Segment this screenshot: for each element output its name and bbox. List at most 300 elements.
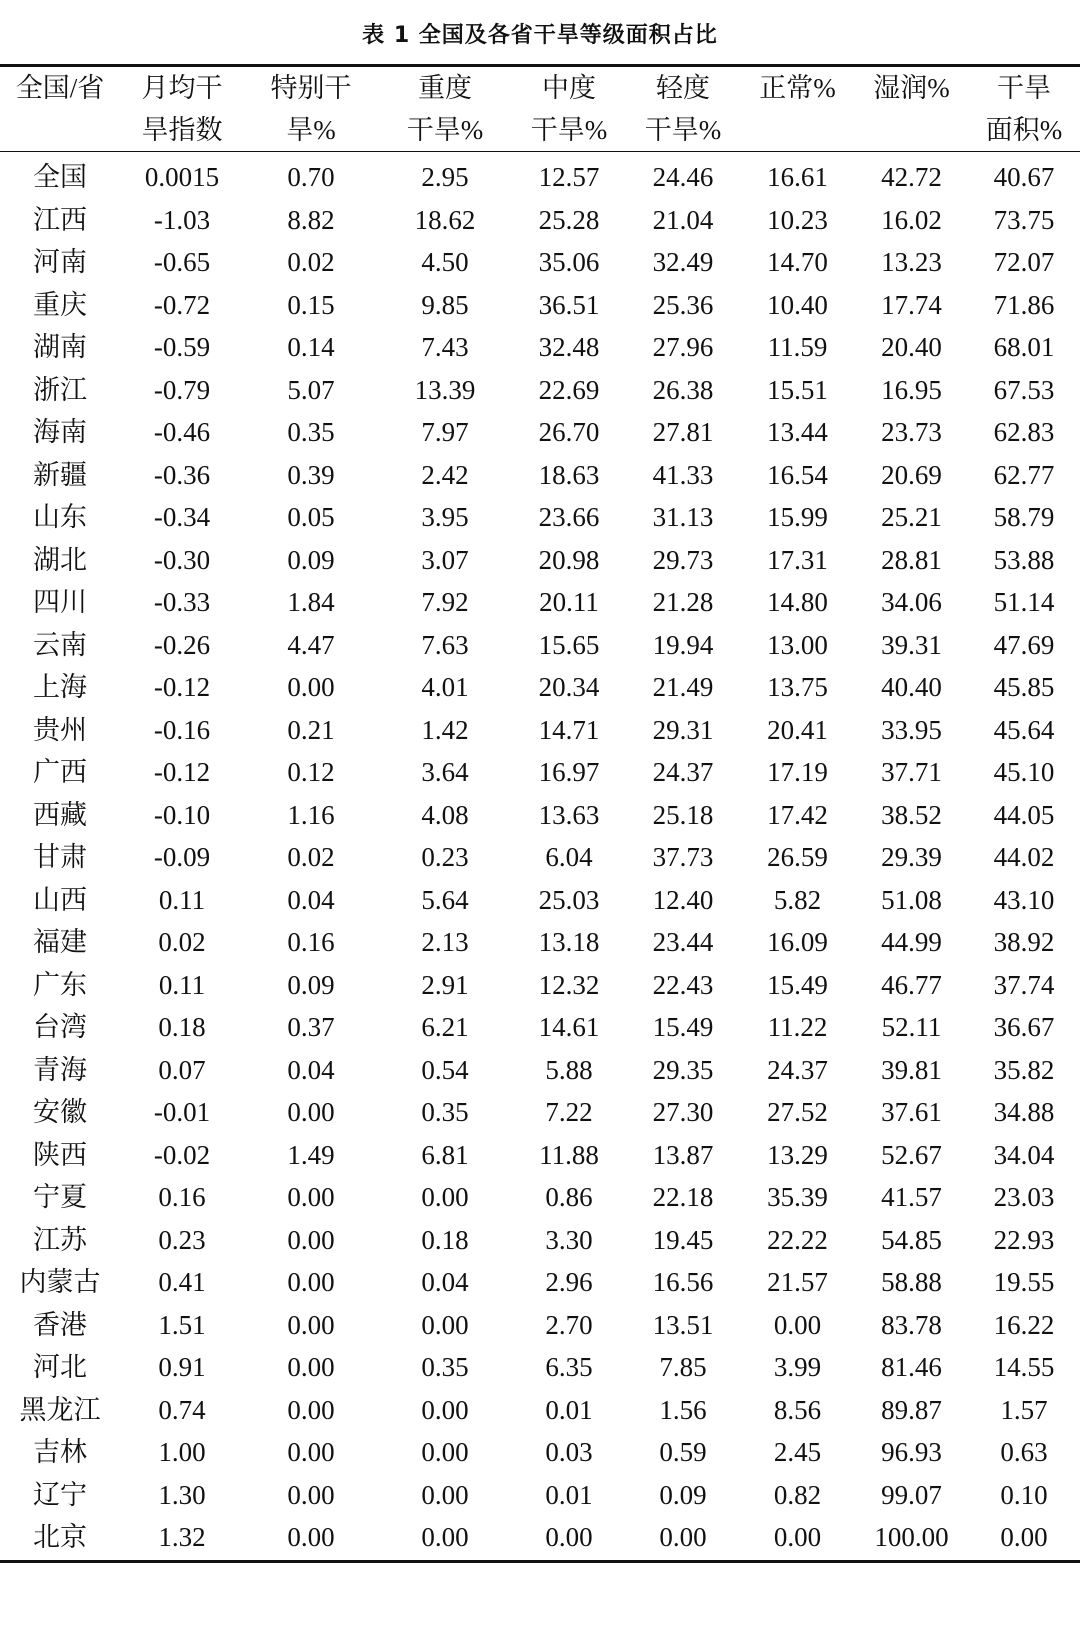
severe-drought-cell: 2.13	[421, 927, 469, 957]
drought-area-cell: 34.04	[993, 1139, 1055, 1170]
normal-cell: 3.99	[773, 1352, 822, 1382]
mild-drought-cell: 29.73	[652, 544, 714, 575]
severe-drought-cell: 7.97	[421, 417, 469, 447]
drought-index-cell: 0.41	[158, 1267, 206, 1297]
normal-cell: 15.49	[767, 969, 828, 1000]
mild-drought-cell: 13.87	[652, 1139, 714, 1170]
normal-cell: 15.99	[767, 502, 828, 532]
extreme-drought-cell: 0.05	[287, 502, 335, 532]
extreme-drought-cell: 0.00	[287, 1224, 335, 1255]
table-row	[0, 1006, 1080, 1049]
drought-index-cell: -0.36	[153, 459, 211, 490]
humid-cell: 20.40	[881, 332, 942, 362]
severe-drought-cell: 0.00	[421, 1182, 469, 1212]
normal-cell: 16.09	[767, 927, 828, 957]
drought-area-cell: 0.00	[1000, 1522, 1048, 1552]
moderate-drought-cell: 6.35	[545, 1352, 593, 1382]
header-mild-drought: 轻度	[656, 73, 710, 103]
moderate-drought-cell: 35.06	[538, 247, 600, 277]
humid-cell: 16.02	[881, 204, 942, 235]
drought-area-cell: 67.53	[993, 374, 1055, 405]
moderate-drought-cell: 12.57	[538, 162, 600, 192]
drought-area-cell: 68.01	[993, 332, 1055, 362]
mild-drought-cell: 29.35	[652, 1054, 714, 1085]
region-cell: 海南	[33, 417, 87, 447]
humid-cell: 81.46	[881, 1352, 942, 1382]
mild-drought-cell: 0.59	[659, 1437, 707, 1467]
severe-drought-cell: 4.50	[421, 247, 469, 277]
severe-drought-cell: 0.00	[421, 1309, 469, 1340]
region-cell: 福建	[33, 927, 87, 957]
region-cell: 内蒙古	[19, 1267, 101, 1297]
table-row	[0, 284, 1080, 327]
normal-cell: 24.37	[767, 1054, 828, 1085]
region-cell: 全国	[33, 162, 87, 192]
drought-area-cell: 62.83	[993, 417, 1055, 447]
mild-drought-cell: 7.85	[659, 1352, 707, 1382]
moderate-drought-cell: 20.34	[538, 672, 600, 702]
normal-cell: 8.56	[773, 1394, 822, 1425]
severe-drought-cell: 3.07	[421, 544, 469, 575]
severe-drought-cell: 7.43	[421, 332, 469, 362]
region-cell: 安徽	[33, 1097, 87, 1127]
moderate-drought-cell: 0.01	[545, 1394, 593, 1425]
normal-cell: 17.42	[767, 799, 828, 830]
region-cell: 台湾	[33, 1012, 87, 1042]
extreme-drought-cell: 4.47	[287, 629, 335, 660]
drought-area-cell: 14.55	[993, 1352, 1055, 1382]
humid-cell: 99.07	[881, 1479, 942, 1510]
region-cell: 香港	[33, 1309, 87, 1340]
humid-cell: 33.95	[881, 714, 942, 745]
table-row	[0, 1134, 1080, 1177]
table-row	[0, 964, 1080, 1007]
drought-index-cell: -0.01	[153, 1097, 211, 1127]
normal-cell: 11.22	[767, 1012, 828, 1042]
normal-cell: 0.00	[773, 1522, 822, 1552]
table-row	[0, 1261, 1080, 1304]
mild-drought-cell: 25.18	[652, 799, 714, 830]
severe-drought-cell: 0.18	[421, 1224, 469, 1255]
mild-drought-cell: 29.31	[652, 714, 714, 745]
table-row	[0, 1304, 1080, 1347]
drought-area-cell: 72.07	[993, 247, 1055, 277]
mild-drought-cell: 16.56	[652, 1267, 714, 1297]
normal-cell: 17.19	[767, 757, 828, 787]
drought-index-cell: -0.72	[153, 289, 211, 320]
moderate-drought-cell: 25.03	[538, 884, 600, 915]
region-cell: 新疆	[33, 459, 87, 490]
humid-cell: 25.21	[881, 502, 942, 532]
table-row	[0, 241, 1080, 284]
drought-index-cell: 0.23	[158, 1224, 206, 1255]
mild-drought-cell: 19.94	[652, 629, 714, 660]
mild-drought-cell: 0.00	[659, 1522, 707, 1552]
drought-index-cell: -1.03	[153, 204, 211, 235]
region-cell: 吉林	[33, 1437, 87, 1467]
normal-cell: 5.82	[773, 884, 822, 915]
humid-cell: 52.67	[881, 1139, 942, 1170]
header-drought-area: 干旱	[997, 73, 1051, 103]
table-row	[0, 369, 1080, 412]
severe-drought-cell: 0.00	[421, 1479, 469, 1510]
table-row	[0, 326, 1080, 369]
drought-area-cell: 73.75	[993, 204, 1055, 235]
table-row	[0, 199, 1080, 242]
table-row	[0, 794, 1080, 837]
humid-cell: 51.08	[881, 884, 942, 915]
normal-cell: 16.54	[767, 459, 828, 490]
moderate-drought-cell: 15.65	[538, 629, 600, 660]
normal-cell: 0.82	[773, 1479, 822, 1510]
drought-area-cell: 16.22	[993, 1309, 1055, 1340]
mild-drought-cell: 13.51	[652, 1309, 714, 1340]
extreme-drought-cell: 0.00	[287, 1394, 335, 1425]
drought-index-cell: -0.09	[153, 842, 211, 872]
region-cell: 青海	[33, 1054, 87, 1085]
drought-area-cell: 1.57	[1000, 1394, 1048, 1425]
drought-index-cell: -0.12	[153, 757, 211, 787]
extreme-drought-cell: 8.82	[287, 204, 335, 235]
drought-index-cell: 1.32	[158, 1522, 206, 1552]
table-row	[0, 1176, 1080, 1219]
normal-cell: 35.39	[767, 1182, 828, 1212]
severe-drought-cell: 0.54	[421, 1054, 469, 1085]
moderate-drought-cell: 18.63	[538, 459, 600, 490]
header-region-line2	[0, 109, 120, 151]
table-row	[0, 1091, 1080, 1134]
drought-index-cell: -0.65	[153, 247, 211, 277]
severe-drought-cell: 9.85	[421, 289, 469, 320]
extreme-drought-cell: 0.00	[287, 1479, 335, 1510]
table-row	[0, 581, 1080, 624]
drought-index-cell: -0.46	[153, 417, 211, 447]
region-cell: 山东	[33, 502, 87, 532]
mild-drought-cell: 31.13	[652, 502, 714, 532]
extreme-drought-cell: 0.15	[287, 289, 335, 320]
normal-cell: 16.61	[767, 162, 828, 192]
drought-area-cell: 43.10	[993, 884, 1055, 915]
moderate-drought-cell: 0.00	[545, 1522, 593, 1552]
mild-drought-cell: 15.49	[652, 1012, 714, 1042]
extreme-drought-cell: 0.09	[287, 544, 335, 575]
mild-drought-cell: 19.45	[652, 1224, 714, 1255]
region-cell: 北京	[33, 1522, 87, 1552]
region-cell: 云南	[33, 629, 87, 660]
table-body	[0, 152, 1080, 1560]
humid-cell: 17.74	[881, 289, 942, 320]
table-row	[0, 1219, 1080, 1262]
moderate-drought-cell: 0.86	[545, 1182, 593, 1212]
mild-drought-cell: 24.46	[652, 162, 714, 192]
region-cell: 甘肃	[33, 842, 87, 872]
moderate-drought-cell: 2.96	[545, 1267, 593, 1297]
extreme-drought-cell: 0.00	[287, 1267, 335, 1297]
region-cell: 西藏	[33, 799, 87, 830]
moderate-drought-cell: 20.98	[538, 544, 600, 575]
humid-cell: 40.40	[881, 672, 942, 702]
drought-area-cell: 22.93	[993, 1224, 1055, 1255]
severe-drought-cell: 2.91	[421, 969, 469, 1000]
drought-index-cell: 1.30	[158, 1479, 206, 1510]
severe-drought-cell: 3.95	[421, 502, 469, 532]
severe-drought-cell: 0.00	[421, 1394, 469, 1425]
table-caption: 表 1 全国及各省干旱等级面积占比	[362, 23, 718, 48]
drought-area-cell: 0.63	[1000, 1437, 1048, 1467]
mild-drought-cell: 0.09	[659, 1479, 707, 1510]
mild-drought-cell: 23.44	[652, 927, 714, 957]
extreme-drought-cell: 1.49	[287, 1139, 335, 1170]
severe-drought-cell: 7.92	[421, 587, 469, 617]
region-cell: 湖南	[33, 332, 87, 362]
moderate-drought-cell: 23.66	[538, 502, 600, 532]
header-severe-drought-line2: 干旱%	[406, 115, 484, 145]
drought-index-cell: -0.30	[153, 544, 211, 575]
header-normal: 正常%	[759, 73, 836, 103]
header-mild-drought-line2: 干旱%	[644, 115, 722, 145]
normal-cell: 14.70	[767, 247, 828, 277]
extreme-drought-cell: 0.00	[287, 1352, 335, 1382]
mild-drought-cell: 27.30	[652, 1097, 714, 1127]
extreme-drought-cell: 0.39	[287, 459, 335, 490]
header-extreme-drought: 特别干	[270, 73, 352, 103]
moderate-drought-cell: 14.71	[538, 714, 600, 745]
humid-cell: 37.61	[881, 1097, 942, 1127]
header-drought-area-line2: 面积%	[985, 115, 1063, 145]
drought-area-cell: 23.03	[993, 1182, 1055, 1212]
region-cell: 湖北	[33, 544, 87, 575]
drought-area-cell: 40.67	[993, 162, 1055, 192]
drought-index-cell: -0.33	[153, 587, 211, 617]
drought-area-cell: 44.05	[993, 799, 1055, 830]
extreme-drought-cell: 1.16	[287, 799, 335, 830]
mild-drought-cell: 37.73	[652, 842, 714, 872]
drought-index-cell: -0.26	[153, 629, 211, 660]
humid-cell: 29.39	[881, 842, 942, 872]
drought-index-cell: 0.0015	[144, 162, 220, 192]
mild-drought-cell: 27.96	[652, 332, 714, 362]
drought-area-cell: 62.77	[993, 459, 1055, 490]
region-cell: 上海	[33, 672, 87, 702]
normal-cell: 13.75	[767, 672, 828, 702]
normal-cell: 26.59	[767, 842, 828, 872]
moderate-drought-cell: 32.48	[538, 332, 600, 362]
drought-index-cell: 0.74	[158, 1394, 206, 1425]
moderate-drought-cell: 11.88	[539, 1139, 599, 1170]
normal-cell: 10.23	[767, 204, 828, 235]
severe-drought-cell: 0.04	[421, 1267, 469, 1297]
normal-cell: 13.29	[767, 1139, 828, 1170]
extreme-drought-cell: 0.37	[287, 1012, 335, 1042]
drought-index-cell: -0.02	[153, 1139, 211, 1170]
extreme-drought-cell: 5.07	[287, 374, 335, 405]
normal-cell: 2.45	[773, 1437, 822, 1467]
table-row	[0, 836, 1080, 879]
drought-area-cell: 51.14	[993, 587, 1055, 617]
drought-index-cell: -0.34	[153, 502, 211, 532]
humid-cell: 34.06	[881, 587, 942, 617]
humid-cell: 52.11	[881, 1012, 942, 1042]
extreme-drought-cell: 0.00	[287, 1437, 335, 1467]
normal-cell: 13.44	[767, 417, 828, 447]
moderate-drought-cell: 0.03	[545, 1437, 593, 1467]
mild-drought-cell: 21.04	[652, 204, 714, 235]
header-humid: 湿润%	[873, 73, 950, 103]
mild-drought-cell: 1.56	[659, 1394, 707, 1425]
severe-drought-cell: 0.00	[421, 1522, 469, 1552]
region-cell: 浙江	[33, 374, 87, 405]
humid-cell: 44.99	[881, 927, 942, 957]
moderate-drought-cell: 25.28	[538, 204, 600, 235]
moderate-drought-cell: 5.88	[545, 1054, 593, 1085]
table-row	[0, 921, 1080, 964]
header-monthly-drought-index: 月均干	[141, 73, 223, 103]
drought-area-cell: 45.64	[993, 714, 1055, 745]
moderate-drought-cell: 2.70	[545, 1309, 593, 1340]
header-region: 全国/省	[15, 73, 105, 103]
extreme-drought-cell: 0.00	[287, 1097, 335, 1127]
drought-area-cell: 71.86	[993, 289, 1055, 320]
mild-drought-cell: 26.38	[652, 374, 714, 405]
drought-area-cell: 34.88	[993, 1097, 1055, 1127]
normal-cell: 20.41	[767, 714, 828, 745]
severe-drought-cell: 0.35	[421, 1097, 469, 1127]
mild-drought-cell: 21.49	[652, 672, 714, 702]
drought-index-cell: 0.16	[158, 1182, 206, 1212]
drought-area-cell: 45.85	[993, 672, 1055, 702]
moderate-drought-cell: 16.97	[538, 757, 600, 787]
severe-drought-cell: 4.01	[421, 672, 469, 702]
region-cell: 广东	[33, 969, 87, 1000]
region-cell: 宁夏	[33, 1182, 87, 1212]
region-cell: 四川	[33, 587, 87, 617]
normal-cell: 17.31	[767, 544, 828, 575]
region-cell: 江西	[33, 204, 87, 235]
moderate-drought-cell: 12.32	[538, 969, 600, 1000]
drought-area-cell: 0.10	[1000, 1479, 1048, 1510]
extreme-drought-cell: 0.00	[287, 1182, 335, 1212]
drought-area-cell: 44.02	[993, 842, 1055, 872]
mild-drought-cell: 32.49	[652, 247, 714, 277]
extreme-drought-cell: 0.14	[287, 332, 335, 362]
humid-cell: 46.77	[881, 969, 942, 1000]
humid-cell: 83.78	[881, 1309, 942, 1340]
moderate-drought-cell: 0.01	[545, 1479, 593, 1510]
severe-drought-cell: 0.23	[421, 842, 469, 872]
drought-area-table	[0, 64, 1080, 1563]
mild-drought-cell: 27.81	[652, 417, 714, 447]
drought-index-cell: -0.16	[153, 714, 211, 745]
normal-cell: 0.00	[773, 1309, 822, 1340]
table-row	[0, 1431, 1080, 1474]
region-cell: 辽宁	[33, 1479, 87, 1510]
normal-cell: 21.57	[767, 1267, 828, 1297]
severe-drought-cell: 2.42	[421, 459, 469, 490]
extreme-drought-cell: 0.70	[287, 162, 335, 192]
severe-drought-cell: 6.21	[421, 1012, 469, 1042]
extreme-drought-cell: 0.16	[287, 927, 335, 957]
drought-area-cell: 53.88	[993, 544, 1055, 575]
humid-cell: 13.23	[881, 247, 942, 277]
mild-drought-cell: 22.43	[652, 969, 714, 1000]
table-row	[0, 1346, 1080, 1389]
severe-drought-cell: 6.81	[421, 1139, 469, 1170]
extreme-drought-cell: 0.04	[287, 884, 335, 915]
drought-index-cell: -0.10	[153, 799, 211, 830]
table-row	[0, 624, 1080, 667]
region-cell: 山西	[33, 884, 87, 915]
table-row	[0, 1049, 1080, 1092]
drought-area-cell: 45.10	[993, 757, 1055, 787]
moderate-drought-cell: 13.63	[538, 799, 600, 830]
header-row-line2	[0, 109, 1080, 151]
drought-index-cell: 0.18	[158, 1012, 206, 1042]
table-row	[0, 156, 1080, 199]
extreme-drought-cell: 0.21	[287, 714, 335, 745]
severe-drought-cell: 13.39	[414, 374, 476, 405]
moderate-drought-cell: 22.69	[538, 374, 600, 405]
drought-index-cell: 0.91	[158, 1352, 206, 1382]
normal-cell: 27.52	[767, 1097, 828, 1127]
header-moderate-drought: 中度	[542, 73, 596, 103]
region-cell: 广西	[33, 757, 87, 787]
header-moderate-drought-line2: 干旱%	[530, 115, 608, 145]
table-row	[0, 411, 1080, 454]
mild-drought-cell: 25.36	[652, 289, 714, 320]
extreme-drought-cell: 0.04	[287, 1054, 335, 1085]
humid-cell: 58.88	[881, 1267, 942, 1297]
moderate-drought-cell: 36.51	[538, 289, 600, 320]
header-severe-drought: 重度	[418, 73, 472, 103]
severe-drought-cell: 0.00	[421, 1437, 469, 1467]
drought-area-cell: 47.69	[993, 629, 1055, 660]
mild-drought-cell: 21.28	[652, 587, 714, 617]
normal-cell: 14.80	[767, 587, 828, 617]
drought-index-cell: 1.51	[158, 1309, 206, 1340]
normal-cell: 13.00	[767, 629, 828, 660]
header-extreme-drought-line2: 旱%	[286, 115, 336, 145]
humid-cell: 37.71	[881, 757, 942, 787]
header-row-line1	[0, 67, 1080, 109]
humid-cell: 100.00	[874, 1522, 949, 1552]
mild-drought-cell: 12.40	[652, 884, 714, 915]
severe-drought-cell: 1.42	[421, 714, 469, 745]
region-cell: 江苏	[33, 1224, 87, 1255]
drought-index-cell: 0.11	[158, 884, 206, 915]
humid-cell: 20.69	[881, 459, 942, 490]
moderate-drought-cell: 3.30	[545, 1224, 593, 1255]
extreme-drought-cell: 0.02	[287, 247, 335, 277]
moderate-drought-cell: 13.18	[538, 927, 600, 957]
region-cell: 陕西	[33, 1139, 87, 1170]
humid-cell: 23.73	[881, 417, 942, 447]
extreme-drought-cell: 0.00	[287, 1309, 335, 1340]
region-cell: 贵州	[33, 714, 87, 745]
humid-cell: 89.87	[881, 1394, 942, 1425]
severe-drought-cell: 4.08	[421, 799, 469, 830]
humid-cell: 42.72	[881, 162, 942, 192]
table-row	[0, 1474, 1080, 1517]
drought-index-cell: -0.12	[153, 672, 211, 702]
region-cell: 黑龙江	[19, 1394, 101, 1425]
severe-drought-cell: 5.64	[421, 884, 469, 915]
mild-drought-cell: 41.33	[652, 459, 714, 490]
moderate-drought-cell: 26.70	[538, 417, 600, 447]
drought-index-cell: 0.07	[158, 1054, 206, 1085]
header-humid-line2	[855, 109, 968, 151]
severe-drought-cell: 18.62	[414, 204, 476, 235]
region-cell: 重庆	[33, 289, 87, 320]
